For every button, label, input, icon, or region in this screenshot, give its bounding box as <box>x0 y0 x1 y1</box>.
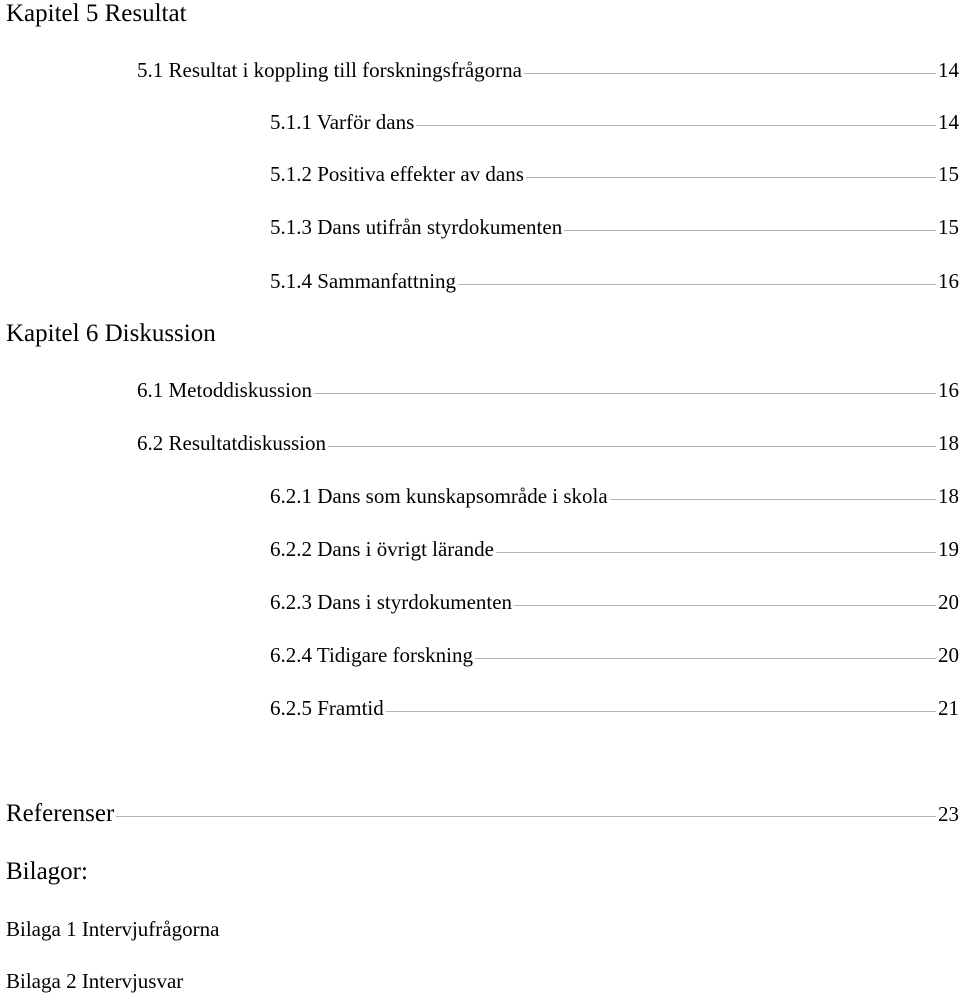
dot-leader <box>496 552 936 553</box>
toc-entry-label: 6.2.4 Tidigare forskning <box>270 643 474 667</box>
toc-page-number: 16 <box>938 378 959 402</box>
toc-page-number: 18 <box>938 431 959 455</box>
toc-page-number: 15 <box>938 215 959 239</box>
toc-page-number: 14 <box>938 58 959 82</box>
toc-entry-5-1[interactable] <box>137 58 959 83</box>
toc-page-number: 20 <box>938 643 959 667</box>
toc-entry-label: 5.1.1 Varför dans <box>270 110 415 134</box>
toc-entry-6-2-5[interactable] <box>270 696 959 721</box>
dot-leader <box>475 658 936 659</box>
toc-entry-5-1-1[interactable] <box>270 110 959 135</box>
dot-leader <box>328 446 936 447</box>
toc-entry-label: 6.2.3 Dans i styrdokumenten <box>270 590 513 614</box>
toc-page-number: 15 <box>938 162 959 186</box>
toc-entry-label: 5.1.2 Positiva effekter av dans <box>270 162 524 186</box>
toc-entry-6-2-2[interactable] <box>270 537 959 562</box>
dot-leader <box>564 230 936 231</box>
toc-entry-label: 6.2.5 Framtid <box>270 696 384 720</box>
toc-entry-label: 5.1 Resultat i koppling till forskningsfrågorna <box>137 58 522 82</box>
toc-entry-6-2-3[interactable] <box>270 590 959 615</box>
toc-entry-6-2[interactable] <box>137 431 959 456</box>
toc-entry-5-1-2[interactable] <box>270 162 959 187</box>
toc-page-number: 18 <box>938 484 959 508</box>
toc-entry-label: 5.1.4 Sammanfattning <box>270 269 457 293</box>
toc-entry-5-1-4[interactable] <box>270 269 959 294</box>
dot-leader <box>116 816 936 817</box>
toc-page-number: 19 <box>938 537 959 561</box>
dot-leader <box>526 177 936 178</box>
dot-leader <box>314 393 936 394</box>
toc-entry-label: 6.1 Metoddiskussion <box>137 378 313 402</box>
chapter-5-heading: Kapitel 5 Resultat <box>6 0 187 27</box>
dot-leader <box>524 73 936 74</box>
toc-entry-label: 6.2.2 Dans i övrigt lärande <box>270 537 494 561</box>
toc-entry-references[interactable] <box>6 800 959 828</box>
toc-entry-6-2-1[interactable] <box>270 484 959 509</box>
appendix-item-2[interactable]: Bilaga 2 Intervjusvar <box>6 969 184 993</box>
dot-leader <box>458 284 936 285</box>
dot-leader <box>514 605 936 606</box>
toc-page-number: 14 <box>938 110 959 134</box>
toc-page-number: 20 <box>938 590 959 614</box>
dot-leader <box>416 125 936 126</box>
toc-page-number: 23 <box>938 802 959 826</box>
appendix-item-1[interactable]: Bilaga 1 Intervjufrågorna <box>6 917 220 941</box>
dot-leader <box>386 711 936 712</box>
toc-entry-label: 5.1.3 Dans utifrån styrdokumenten <box>270 215 563 239</box>
toc-entry-6-2-4[interactable] <box>270 643 959 668</box>
toc-entry-6-1[interactable] <box>137 378 959 403</box>
appendices-heading: Bilagor: <box>6 858 88 885</box>
toc-page-number: 16 <box>938 269 959 293</box>
dot-leader <box>610 499 936 500</box>
chapter-6-heading: Kapitel 6 Diskussion <box>6 320 216 347</box>
toc-entry-label: 6.2.1 Dans som kunskapsområde i skola <box>270 484 608 508</box>
toc-entry-label: Referenser <box>6 800 115 827</box>
toc-entry-5-1-3[interactable] <box>270 215 959 240</box>
toc-page-number: 21 <box>938 696 959 720</box>
toc-entry-label: 6.2 Resultatdiskussion <box>137 431 327 455</box>
